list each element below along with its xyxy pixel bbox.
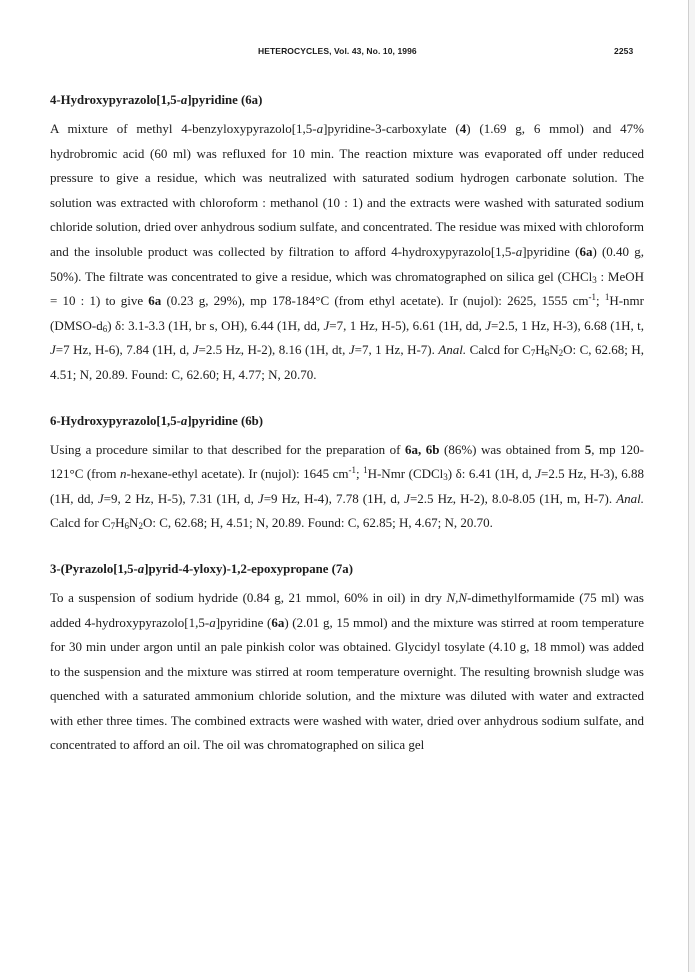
section-7a <box>50 559 644 758</box>
journal-citation: HETEROCYCLES, Vol. 43, No. 10, 1996 <box>258 46 417 56</box>
section-paragraph: A mixture of methyl 4-benzyloxypyrazolo[1,5-a]pyridine-3-carboxylate (4) (1.69 g, 6 mmol) and 47% hydrobromic acid (60 ml) was refluxed for 10 min. The reaction mixture was evaporated off under reduced pressure to give a residue, which was neutralized with saturated sodium hydrogen carbonate solution. The solution was extracted with chloroform : methanol (10 : 1) and the extracts were washed with saturated sodium chloride solution, dried over anhydrous sodium sulfate, and concentrated. The residue was mixed with chloroform and the insoluble product was collected by filtration to afford 4-hydroxypyrazolo[1,5-a]pyridine (6a) (0.40 g, 50%). The filtrate was concentrated to give a residue, which was chromatographed on silica gel (CHCl$_3$ : MeOH = 10 : 1) to give 6a (0.23 g, 29%), mp 178-184°C (from ethyl acetate). Ir (nujol): 2625, 1555 $cm^{-1}$; $^1$H-nmr $(DMSO-d_6)$ δ: 3.1-3.3 (1H, br s, OH), 6.44 (1H, dd, J=7, 1 Hz, H-5), 6.61 (1H, dd, J=2.5, 1 Hz, H-3), 6.68 (1H, t, J=7 Hz, H-6), 7.84 (1H, d, J=2.5 Hz, H-2), 8.16 (1H, dt, J=7, 1 Hz, H-7). Anal. Calcd for $C_7H_6N_2O$: C, 62.68; H, 4.51; N, 20.89. Found: C, 62.60; H, 4.77; N, 20.70. <box>50 121 645 382</box>
document-body <box>50 90 644 758</box>
section-6b <box>50 411 644 536</box>
section-spacer <box>50 388 644 411</box>
section-spacer <box>50 536 644 559</box>
section-6a <box>50 90 644 388</box>
section-heading: 4-Hydroxypyrazolo[1,5-a]pyridine (6a) <box>50 93 263 107</box>
section-heading: 6-Hydroxypyrazolo[1,5-a]pyridine (6b) <box>50 413 264 428</box>
running-head <box>0 46 695 60</box>
section-paragraph: To a suspension of sodium hydride (0.84 g, 21 mmol, 60% in oil) in dry N,N-dimethylformamide (75 ml) was added 4-hydroxypyrazolo[1,5-a]pyridine (6a) (2.01 g, 15 mmol) and the mixture was stirred at room temperature for 30 min under argon until an pale pinkish color was obtained. Glycidyl tosylate (4.10 g, 18 mmol) was added to the suspension and the mixture was stirred at room temperature overnight. The resulting brownish sludge was quenched with a saturated ammonium chloride solution, and the mixture was diluted with water and extracted with ether three times. The combined extracts were washed with water, dried over anhydrous sodium sulfate, and concentrated to afford an oil. The oil was chromatographed on silica gel <box>50 589 645 753</box>
section-heading: 3-(Pyrazolo[1,5-a]pyrid-4-yloxy)-1,2-epoxypropane (7a) <box>50 561 353 576</box>
page-edge <box>688 0 695 972</box>
page-number: 2253 <box>614 46 634 56</box>
section-paragraph: Using a procedure similar to that described for the preparation of 6a, 6b (86%) was obtained from 5, mp 120-121°C (from n-hexane-ethyl acetate). Ir (nujol): 1645 $cm^{-1}$; $^1$H-Nmr (CDCl$_3$) δ: 6.41 (1H, d, J=2.5 Hz, H-3), 6.88 (1H, dd, J=9, 2 Hz, H-5), 7.31 (1H, d, J=9 Hz, H-4), 7.78 (1H, d, J=2.5 Hz, H-2), 8.0-8.05 (1H, m, H-7). Anal. Calcd for $C_7H_6N_2O$: C, 62.68; H, 4.51; N, 20.89. Found: C, 62.85; H, 4.67; N, 20.70. <box>50 441 644 532</box>
